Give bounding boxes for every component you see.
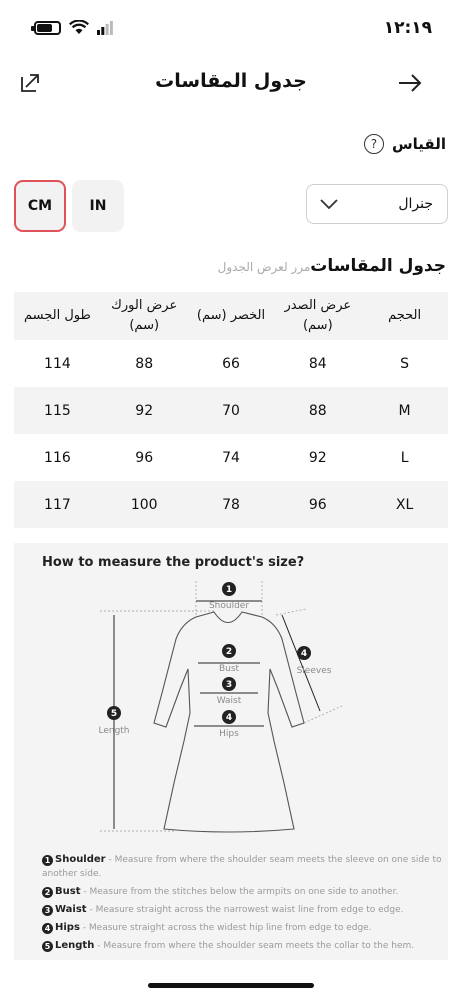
table-row bbox=[14, 434, 448, 481]
status-bar bbox=[0, 0, 462, 56]
status-icons bbox=[34, 20, 113, 35]
size-table bbox=[14, 292, 448, 528]
page-title: جدول المقاسات bbox=[155, 70, 307, 92]
back-button[interactable] bbox=[396, 70, 424, 96]
table-cell: XL bbox=[361, 481, 448, 528]
table-cell: 78 bbox=[188, 481, 275, 528]
table-cell: L bbox=[400, 449, 409, 466]
wifi-icon bbox=[69, 20, 89, 35]
measurement-legend bbox=[42, 853, 442, 957]
size-label: القياس bbox=[391, 135, 446, 153]
help-icon[interactable]: ? bbox=[364, 134, 384, 154]
table-row bbox=[14, 481, 448, 528]
table-cell: 88 bbox=[274, 387, 361, 434]
table-row bbox=[14, 340, 448, 387]
table-cell: 96 bbox=[135, 449, 154, 466]
status-time: ١٢:١٩ bbox=[383, 18, 432, 38]
unit-in-button[interactable]: IN bbox=[72, 180, 124, 232]
table-cell: 74 bbox=[222, 449, 240, 466]
guide-title: How to measure the product's size? bbox=[42, 555, 305, 570]
table-cell: 100 bbox=[101, 481, 188, 528]
size-chart-title-row bbox=[218, 256, 446, 276]
svg-text:1: 1 bbox=[225, 585, 233, 595]
legend-item: 4 Hips - Measure straight across the widest hip line from edge to edge. bbox=[42, 921, 442, 935]
svg-text:3: 3 bbox=[225, 680, 233, 690]
table-cell: 117 bbox=[14, 481, 101, 528]
cellular-signal-icon bbox=[97, 21, 113, 35]
battery-icon bbox=[34, 21, 61, 35]
table-header-row bbox=[14, 292, 448, 340]
svg-text:5: 5 bbox=[110, 709, 118, 719]
table-cell: 115 bbox=[14, 387, 101, 434]
figure-label-sleeves: Sleeves bbox=[296, 666, 332, 676]
svg-text:4: 4 bbox=[225, 713, 233, 723]
size-chart-title: جدول المقاسات bbox=[310, 256, 446, 276]
column-header-hips: عرض الورك (سم) bbox=[101, 292, 188, 340]
table-cell: 70 bbox=[188, 387, 275, 434]
table-row bbox=[14, 387, 448, 434]
column-header-bust: عرض الصدر (سم) bbox=[274, 292, 361, 340]
home-indicator[interactable] bbox=[148, 983, 314, 988]
figure-label-length: Length bbox=[98, 726, 130, 736]
legend-item: 2 Bust - Measure from the stitches below the armpits on one side to another. bbox=[42, 885, 442, 899]
table-cell: 88 bbox=[135, 355, 154, 372]
figure-label-shoulder: Shoulder bbox=[208, 601, 250, 611]
legend-item: 5 Length - Measure from where the shoulder seam meets the collar to the hem. bbox=[42, 939, 442, 953]
legend-item: 1 Shoulder - Measure from where the shoulder seam meets the sleeve on one side to another side. bbox=[42, 854, 442, 879]
figure-label-hips: Hips bbox=[219, 729, 239, 739]
size-label-row bbox=[364, 134, 446, 154]
column-header-length: طول الجسم bbox=[14, 292, 101, 340]
table-cell: 92 bbox=[101, 387, 188, 434]
table-cell: M bbox=[361, 387, 448, 434]
table-cell: 66 bbox=[222, 355, 240, 372]
dress-measurement-diagram bbox=[14, 543, 448, 843]
figure-label-waist: Waist bbox=[216, 696, 242, 706]
svg-text:4: 4 bbox=[300, 649, 308, 659]
column-header-size: الحجم bbox=[361, 292, 448, 340]
chevron-down-icon bbox=[319, 198, 339, 210]
table-cell: S bbox=[400, 355, 410, 372]
measurement-guide bbox=[14, 543, 448, 960]
arrow-right-icon bbox=[396, 70, 424, 96]
table-cell: 84 bbox=[308, 355, 327, 372]
svg-text:2: 2 bbox=[225, 647, 233, 657]
column-header-waist: الخصر (سم) bbox=[188, 292, 275, 340]
figure-label-bust: Bust bbox=[218, 664, 240, 674]
region-value: جنرال bbox=[398, 196, 433, 212]
header-bar bbox=[0, 56, 462, 110]
table-cell: 92 bbox=[308, 449, 327, 466]
table-cell: 96 bbox=[274, 481, 361, 528]
legend-item: 3 Waist - Measure straight across the narrowest waist line from edge to edge. bbox=[42, 903, 442, 917]
scroll-hint: مرر لعرض الجدول bbox=[217, 260, 311, 274]
unit-cm-button[interactable]: CM bbox=[14, 180, 66, 232]
table-cell: 114 bbox=[44, 355, 71, 372]
table-cell: 116 bbox=[44, 449, 71, 466]
region-dropdown[interactable] bbox=[306, 184, 448, 224]
